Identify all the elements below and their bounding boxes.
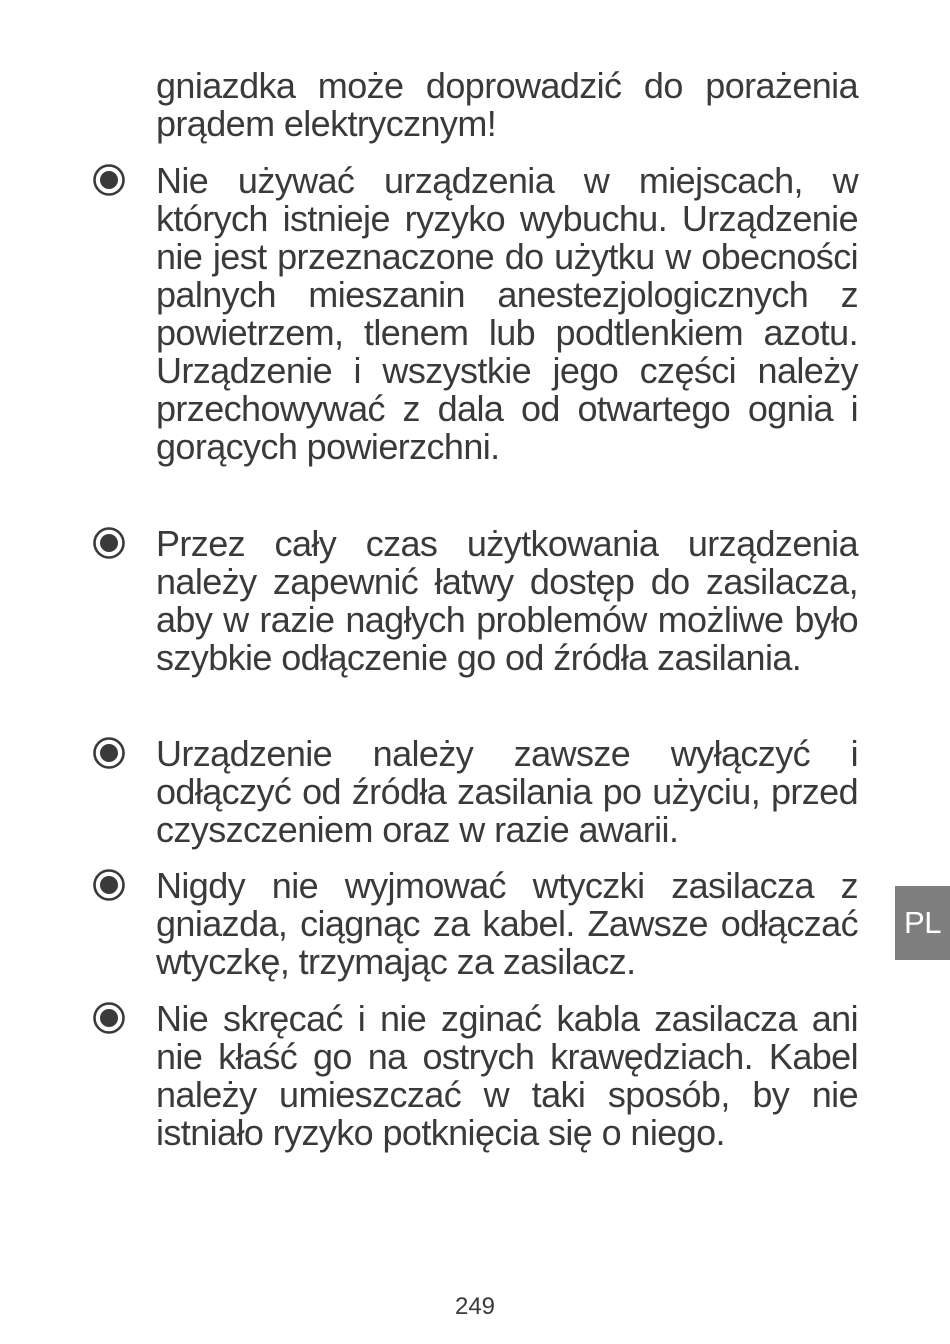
list-item: Urządzenie należy zawsze wyłączyć i odłączyć od źródła zasilania po użyciu, przed czyszczeniem oraz w razie awarii.	[156, 733, 858, 850]
radio-bullet-icon	[92, 526, 126, 560]
radio-bullet-icon	[92, 868, 126, 902]
radio-bullet-icon	[92, 163, 126, 197]
page-number: 249	[454, 1293, 496, 1320]
radio-bullet-icon	[92, 736, 126, 770]
radio-bullet-icon	[92, 1001, 126, 1035]
list-item: Nigdy nie wyjmować wtyczki zasilacza z gniazda, ciągnąc za kabel. Zawsze odłączać wtyczkę, trzymając za zasilacz.	[156, 865, 858, 982]
list-item: Nie skręcać i nie zginać kabla zasilacza ani nie kłaść go na ostrych krawędziach. Kabel należy umieszczać w taki sposób, by nie istniało ryzyko potknięcia się o niego.	[156, 998, 858, 1153]
language-tab: PL	[895, 886, 950, 960]
list-item: Nie używać urządzenia w miejscach, w których istnieje ryzyko wybuchu. Urządzenie nie jest przeznaczone do użytku w obecności palnych mieszanin anestezjologicznych z powietrzem, tlenem lub podtlenkiem azotu. Urządzenie i wszystkie jego części należy przechowywać z dala od otwartego ognia i gorących powierzchni.	[156, 160, 858, 467]
continuation-paragraph: gniazdka może doprowadzić do porażenia prądem elektrycznym!	[156, 65, 858, 144]
list-item: Przez cały czas użytkowania urządzenia należy zapewnić łatwy dostęp do zasilacza, aby w razie nagłych problemów możliwe było szybkie odłączenie go od źródła zasilania.	[156, 523, 858, 678]
